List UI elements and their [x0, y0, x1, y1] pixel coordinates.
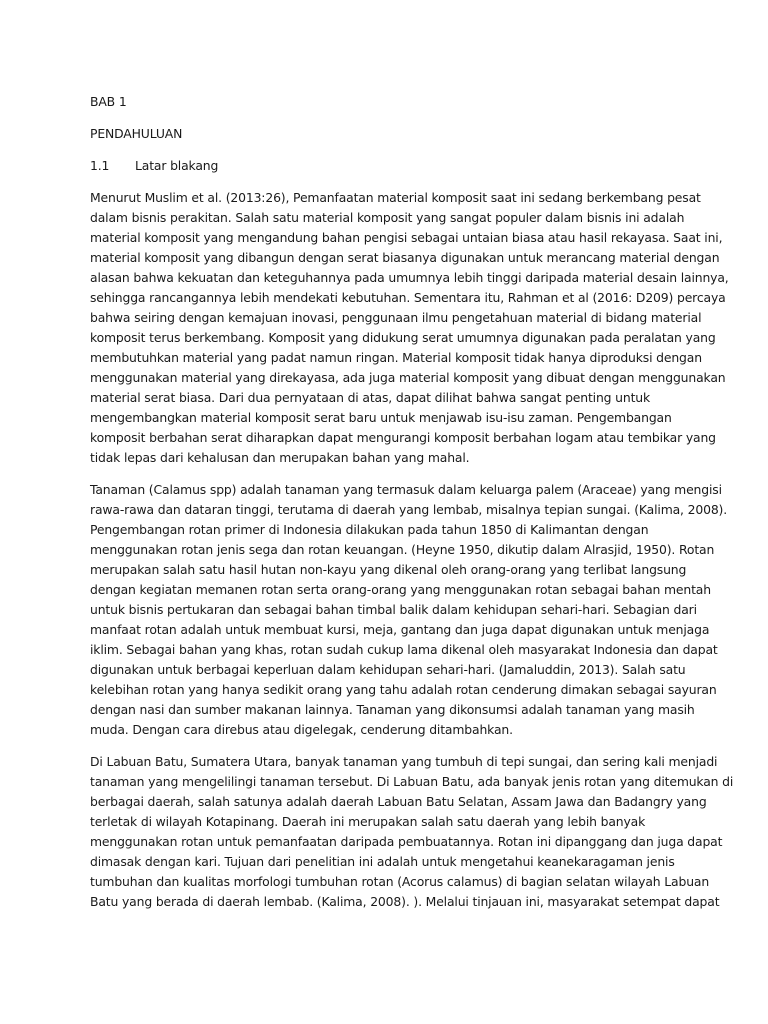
text-line: material komposit yang mengandung bahan pengisi sebagai untaian biasa atau hasil rekayasa. Saat ini, [90, 230, 723, 245]
chapter-label: BAB 1 [90, 94, 127, 109]
text-line: Di Labuan Batu, Sumatera Utara, banyak tanaman yang tumbuh di tepi sungai, dan sering kali menjadi [90, 754, 718, 769]
text-line: mengembangkan material komposit serat baru untuk menjawab isu-isu zaman. Pengembangan [90, 410, 672, 425]
paragraph [90, 752, 734, 912]
text-line: merupakan salah satu hasil hutan non-kayu yang dikenal oleh orang-orang yang terlibat langsung [90, 562, 687, 577]
text-line: Tanaman (Calamus spp) adalah tanaman yang termasuk dalam keluarga palem (Araceae) yang mengisi [90, 482, 722, 497]
text-line: Pengembangan rotan primer di Indonesia dilakukan pada tahun 1850 di Kalimantan dengan [90, 522, 649, 537]
text-line: untuk bisnis pertukaran dan sebagai bahan timbal balik dalam kehidupan sehari-hari. Sebagian dari [90, 602, 697, 617]
text-line: menggunakan rotan untuk pemanfaatan daripada pembuatannya. Rotan ini dipanggang dan juga dapat [90, 834, 723, 849]
text-line: tidak lepas dari kehalusan dan merupakan bahan yang mahal. [90, 450, 470, 465]
text-line: Batu yang berada di daerah lembab. (Kalima, 2008). ). Melalui tinjauan ini, masyarakat setempat dapat [90, 894, 720, 909]
text-line: dimasak dengan kari. Tujuan dari penelitian ini adalah untuk mengetahui keanekaragaman jenis [90, 854, 675, 869]
text-line: sehingga rancangannya lebih mendekati kebutuhan. Sementara itu, Rahman et al (2016: D209) percaya [90, 290, 726, 305]
text-line: dengan nasi dan sumber makanan lainnya. Tanaman yang dikonsumsi adalah tanaman yang masih [90, 702, 695, 717]
text-line: terletak di wilayah Kotapinang. Daerah ini merupakan salah satu daerah yang lebih banyak [90, 814, 646, 829]
text-line: iklim. Sebagai bahan yang khas, rotan sudah cukup lama dikenal oleh masyarakat Indonesia dan dapat [90, 642, 718, 657]
text-line: berbagai daerah, salah satunya adalah daerah Labuan Batu Selatan, Assam Jawa dan Badangry yang [90, 794, 707, 809]
text-line: bahwa seiring dengan kemajuan inovasi, penggunaan ilmu pengetahuan material di bidang material [90, 310, 702, 325]
text-line: komposit berbahan serat diharapkan dapat mengurangi komposit berbahan logam atau tembikar yang [90, 430, 716, 445]
text-line: dengan kegiatan memanen rotan serta orang-orang yang menggunakan rotan sebagai bahan mentah [90, 582, 711, 597]
section-heading [90, 156, 690, 176]
text-line: manfaat rotan adalah untuk membuat kursi, meja, gantang dan juga dapat digunakan untuk menjaga [90, 622, 710, 637]
body-text [90, 188, 734, 912]
section-number: 1.1 [90, 158, 110, 173]
section-title: Latar blakang [135, 158, 219, 173]
text-line: menggunakan rotan jenis sega dan rotan keuangan. (Heyne 1950, dikutip dalam Alrasjid, 1950). Rotan [90, 542, 715, 557]
paragraph [90, 188, 729, 468]
paragraph [90, 480, 728, 740]
text-line: menggunakan material yang direkayasa, ada juga material komposit yang dibuat dengan menggunakan [90, 370, 726, 385]
text-line: muda. Dengan cara direbus atau digelegak, cenderung ditambahkan. [90, 722, 513, 737]
text-line: tumbuhan dan kualitas morfologi tumbuhan rotan (Acorus calamus) di bagian selatan wilayah Labuan [90, 874, 710, 889]
text-line: digunakan untuk berbagai keperluan dalam kehidupan sehari-hari. (Jamaluddin, 2013). Salah satu [90, 662, 686, 677]
text-line: tanaman yang mengelilingi tanaman tersebut. Di Labuan Batu, ada banyak jenis rotan yang ditemukan di [90, 774, 734, 789]
chapter-title: PENDAHULUAN [90, 126, 183, 141]
text-line: material komposit yang dibangun dengan serat biasanya digunakan untuk merancang material dengan [90, 250, 720, 265]
text-line: membutuhkan material yang padat namun ringan. Material komposit tidak hanya diproduksi dengan [90, 350, 702, 365]
text-line: material serat biasa. Dari dua pernyataan di atas, dapat dilihat bahwa sangat penting untuk [90, 390, 651, 405]
text-line: dalam bisnis perakitan. Salah satu material komposit yang sangat populer dalam bisnis ini adalah [90, 210, 685, 225]
text-line: alasan bahwa kekuatan dan keteguhannya pada umumnya lebih tinggi daripada material desain lainnya, [90, 270, 729, 285]
text-line: rawa-rawa dan dataran tinggi, terutama di daerah yang lembab, misalnya tepian sungai. (Kalima, 2008). [90, 502, 728, 517]
text-line: komposit terus berkembang. Komposit yang didukung serat umumnya digunakan pada peralatan yang [90, 330, 716, 345]
text-line: Menurut Muslim et al. (2013:26), Pemanfaatan material komposit saat ini sedang berkembang pesat [90, 190, 701, 205]
document-page [90, 92, 734, 924]
text-line: kelebihan rotan yang hanya sedikit orang yang tahu adalah rotan cenderung dimakan sebagai sayuran [90, 682, 717, 697]
